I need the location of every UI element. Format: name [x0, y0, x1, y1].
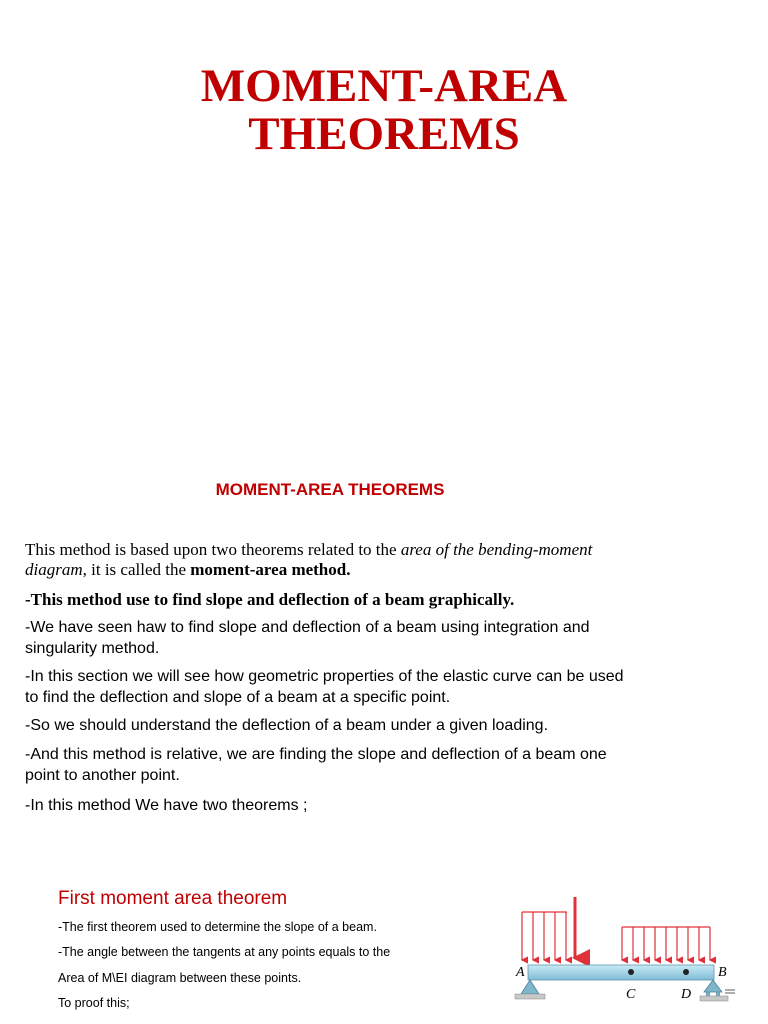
paragraph-integration: -We have seen haw to find slope and deflection of a beam using integration and singularity method. — [25, 619, 590, 657]
page-title-line-1: MOMENT-AREA — [200, 60, 568, 112]
label-c: C — [626, 987, 636, 1002]
point-c-marker — [628, 969, 634, 975]
paragraph-geometric: -In this section we will see how geometric properties of the elastic curve can be used to find the deflection and slope of a beam at a specific point. — [25, 668, 624, 706]
distributed-load-left — [522, 912, 567, 960]
method-purpose-line: -This method use to find slope and deflection of a beam graphically. — [25, 590, 515, 609]
point-d-marker — [683, 969, 689, 975]
paragraph-two-theorems: -In this method We have two theorems ; — [25, 797, 308, 814]
intro-text-bold: moment-area method. — [190, 560, 351, 579]
first-theorem-line-2: -The angle between the tangents at any points equals to the — [58, 945, 391, 959]
paragraph-relative: -And this method is relative, we are finding the slope and deflection of a beam one point to another point. — [25, 746, 607, 784]
intro-text-italic: area of the bending-moment diagram — [25, 540, 593, 579]
label-b: B — [718, 965, 727, 980]
label-d: D — [681, 987, 692, 1002]
section-heading: MOMENT-AREA THEOREMS — [215, 480, 445, 499]
label-a: A — [516, 965, 525, 980]
intro-text-a: This method is based upon two theorems related to the — [25, 540, 401, 559]
beam-diagram — [510, 892, 740, 1012]
intro-text-c: , it is called the — [82, 560, 191, 579]
distributed-load-right — [622, 927, 710, 960]
intro-paragraph — [25, 540, 625, 580]
pin-support-a — [515, 980, 545, 999]
paragraph-deflection: -So we should understand the deflection of a beam under a given loading. — [25, 717, 549, 734]
first-theorem-line-4: To proof this; — [58, 996, 130, 1010]
roller-support-b — [700, 980, 735, 1001]
page-title-line-2: THEOREMS — [248, 108, 520, 160]
first-theorem-line-3: Area of M\EI diagram between these points. — [58, 971, 302, 985]
first-theorem-heading: First moment area theorem — [58, 888, 288, 909]
first-theorem-line-1: -The first theorem used to determine the slope of a beam. — [58, 920, 377, 934]
